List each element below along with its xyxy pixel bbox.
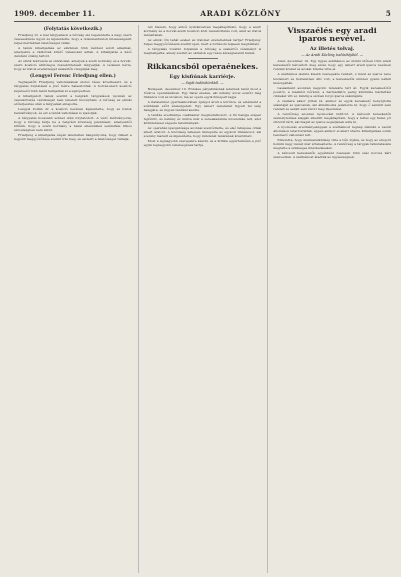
article-paragraph: A szélhámos eleinte kisebb összegekre rendelt, s mivel az iparos neve közismert és tiszteletben álló volt, a kereskedők minden gyanú nélkül kiszolgálták. bbox=[273, 72, 392, 85]
article-paragraph: A csalásra akkor jöttek rá, amikor az egyik kereskedő benyújtotta számláját az iparosnak, aki álmélkodva jelentette ki, hogy ő semmit sem rendelt és senkit sem bízott meg ilyesmivel. bbox=[273, 98, 392, 111]
article-subtitle: Az illetés tolvaj. bbox=[309, 46, 355, 53]
article-paragraph: Friedjung a kihallgatás végén ismételten hangsúlyozta, hogy cikkeit a legjobb meggyőződése szerint írta meg, és azokért a felelősséget vállalja. bbox=[14, 132, 132, 142]
article-paragraph: Az elnök felolvasta az okiratokat, amelyek a szerb kormány és a horvát-szerb koalíció állítólagos összeköttetését tárgyalják. A védelem kérte, hogy az iratok eredetiségét szakértők vizsgálják meg. bbox=[14, 59, 132, 72]
article-paragraph: Az elnök: Ön tehát ezeket az iratokat eredetieknek tartja? Friedjung: Teljes meggyőződésem szerint igen, mert a forrásom teljesen megbízható. bbox=[143, 38, 262, 47]
article-paragraph: A nyomozás eredményeképpen a szélhámost tegnap délután a vasúti állomáson letartóztatták, éppen amikor el akart utazni. Kihallgatása során beismerő vallomást tett. bbox=[273, 125, 392, 138]
article-title-visszaeles: Visszaélés egy aradi iparos nevével. bbox=[287, 26, 377, 44]
article-paragraph: A rendőrség azonnal nyomozást indított. A károsult kereskedők személyleírása alapján sikerült megállapítani, hogy a tettes egy fiatal, jól öltözött férfi, aki magát az iparos segédjének adta ki. bbox=[273, 111, 392, 124]
column-3 bbox=[267, 25, 391, 573]
article-paragraph: A kihallgatott tanuk szerint a belgrádi tárgyalások nyomán az összeköttetés valódiságát nem lehetett bizonyítani. A bíróság az elnöki előterjesztés után a tárgyalást elnapolta. bbox=[14, 93, 132, 106]
article-byline: — Az Aradi Közlöny tudósítójától. — bbox=[301, 53, 364, 58]
page-number: 5 bbox=[385, 9, 391, 18]
masthead bbox=[14, 8, 391, 19]
article-paragraph: Budapest, december 10. Érdekes pályafutásnak lehetnek tanúi most a főváros operaházában. Egy fiatal énekes, aki néhány évvel ezelőtt még rikkancs volt az utcákon, ma az opera egyik ünnepelt tagja. bbox=[143, 86, 262, 99]
columns bbox=[14, 25, 391, 573]
masthead-rule bbox=[14, 21, 391, 22]
section-heading: (Lengyel Ferenc Friedjung ellen.) bbox=[29, 74, 116, 80]
column-1-kicker: (Folytatás következik.) bbox=[43, 27, 103, 32]
article-paragraph: Lassanként azonban nagyobb tételekre tért át. Egyik kereskedőtől posztót, a másiktól bőrárut, a harmadiktól pedig különféle háztartási cikkeket vitt el, mindig a szóban forgó iparos számlájára. bbox=[273, 85, 392, 98]
article-paragraph: A károsult kereskedők egyébként összesen több száz korona kárt szenvedtek. A szélhámost átadták az ügyészségnek. bbox=[273, 151, 392, 160]
article-paragraph: Az operaház igazgatósága azonnal szerződtette, és első fellépése óriási sikert aratott. A közönség lelkesen ünnepelte az egykori rikkancsot, aki szerény maradt és kijelentette, hogy mindenét tanárának köszönheti. bbox=[143, 126, 262, 139]
article-byline: — Saját tudósítónktól. — bbox=[181, 80, 224, 85]
issue-date: 1909. december 11. bbox=[14, 9, 96, 18]
article-paragraph: Lengyel Zoltán dr. a koalíció nevében kijelentette, hogy az iratok hamisítványok, és ezt a tanúk vallomásai is igazolják. bbox=[14, 106, 132, 115]
article-paragraph: A fiatalember gyermekkorában újságot árult a körúton, és esténként a színházak előtt énekelgetett. Egy ismert zenetanár figyelt fel szép hangjára, és ingyen tanítani kezdte. bbox=[143, 99, 262, 113]
article-paragraph: A tanuk kihallgatása az elnöknek több kérdést adott alkalmat, amelyekre a vádlottak kitérő válaszokat adtak. A kihallgatás a késő délutáni órákig tartott. bbox=[14, 46, 132, 59]
article-separator bbox=[188, 58, 218, 59]
article-paragraph: A tárgyalás további folyamán a bíróság a szakértői véleményt is meghallgatta, amely szerint az okiratok egy része kétségtelenül hamis. bbox=[143, 47, 262, 56]
article-paragraph: Arad, december 10. Egy ügyes szélhámos az utóbbi időben több aradi kereskedőt károsított meg azzal, hogy egy ismert aradi iparos nevében rendelt árukat és azokat hitelbe vitte el. bbox=[273, 59, 392, 72]
newspaper-title: ARADI KÖZLÖNY bbox=[200, 9, 281, 18]
article-paragraph: Elmondta, hogy munkanélküliség vitte a bűn útjára, és hogy az ellopott holmik nagy részét már értékesítette. A rendőrség a tárgyak felkutatására megtette a szükséges intézkedéseket. bbox=[273, 138, 392, 151]
article-paragraph: Friedjung úr, a mai tárgyaláson a bíróság elé bejelentette a nagy szerb összeesküvés ügyét és kijelentette, hogy a dokumentumok hitelességéért teljes mértékben felelősséget vállal. bbox=[14, 33, 132, 46]
column-1 bbox=[14, 25, 132, 573]
article-paragraph: A tárgyalás hosszabb szünet után folytatódott. A védő indítványozta, hogy a bíróság kérje be a belgrádi követség jelentéseit, amelyekből kitűnik, hogy a szerb kormány a hazai ellenzékkel semmiféle titkos szövetségben nem állott. bbox=[14, 115, 132, 132]
article-paragraph: Tegnapelőtt Friedjung vallomásának utolsó része következett, és a tárgyalás folytatását a jövő hétre halasztották. A horvát-szerb koalíció képviselői több tanút hallgattak ki a sajtóperben. bbox=[14, 80, 132, 93]
article-title-rikkancs: Rikkancsból operaénekes. bbox=[146, 61, 259, 71]
article-paragraph: A tanítás eredménye csakhamar megmutatkozott. A fiú hangja szépen fejlődött, és néhány év múlva már a zeneakadémia növendéke lett, ahol kitüntetéssel végezte tanulmányait. bbox=[143, 113, 262, 126]
article-paragraph: Azt hiszem, hogy ebből nyilvánvalóan megállapítható, hogy a szerb kormány és a horvát-szerb koalíció közt összeköttetés volt, amit az iratok tanúsítanak. bbox=[143, 25, 262, 38]
article-subtitle: Egy kisfiúnak karriérje. bbox=[169, 73, 236, 80]
article-paragraph: Most a legnagyobb szerepekre készül, és a kritika egyértelműen a jövő egyik legnagyobb tehetségének tartja. bbox=[143, 139, 262, 148]
column-2 bbox=[138, 25, 262, 573]
